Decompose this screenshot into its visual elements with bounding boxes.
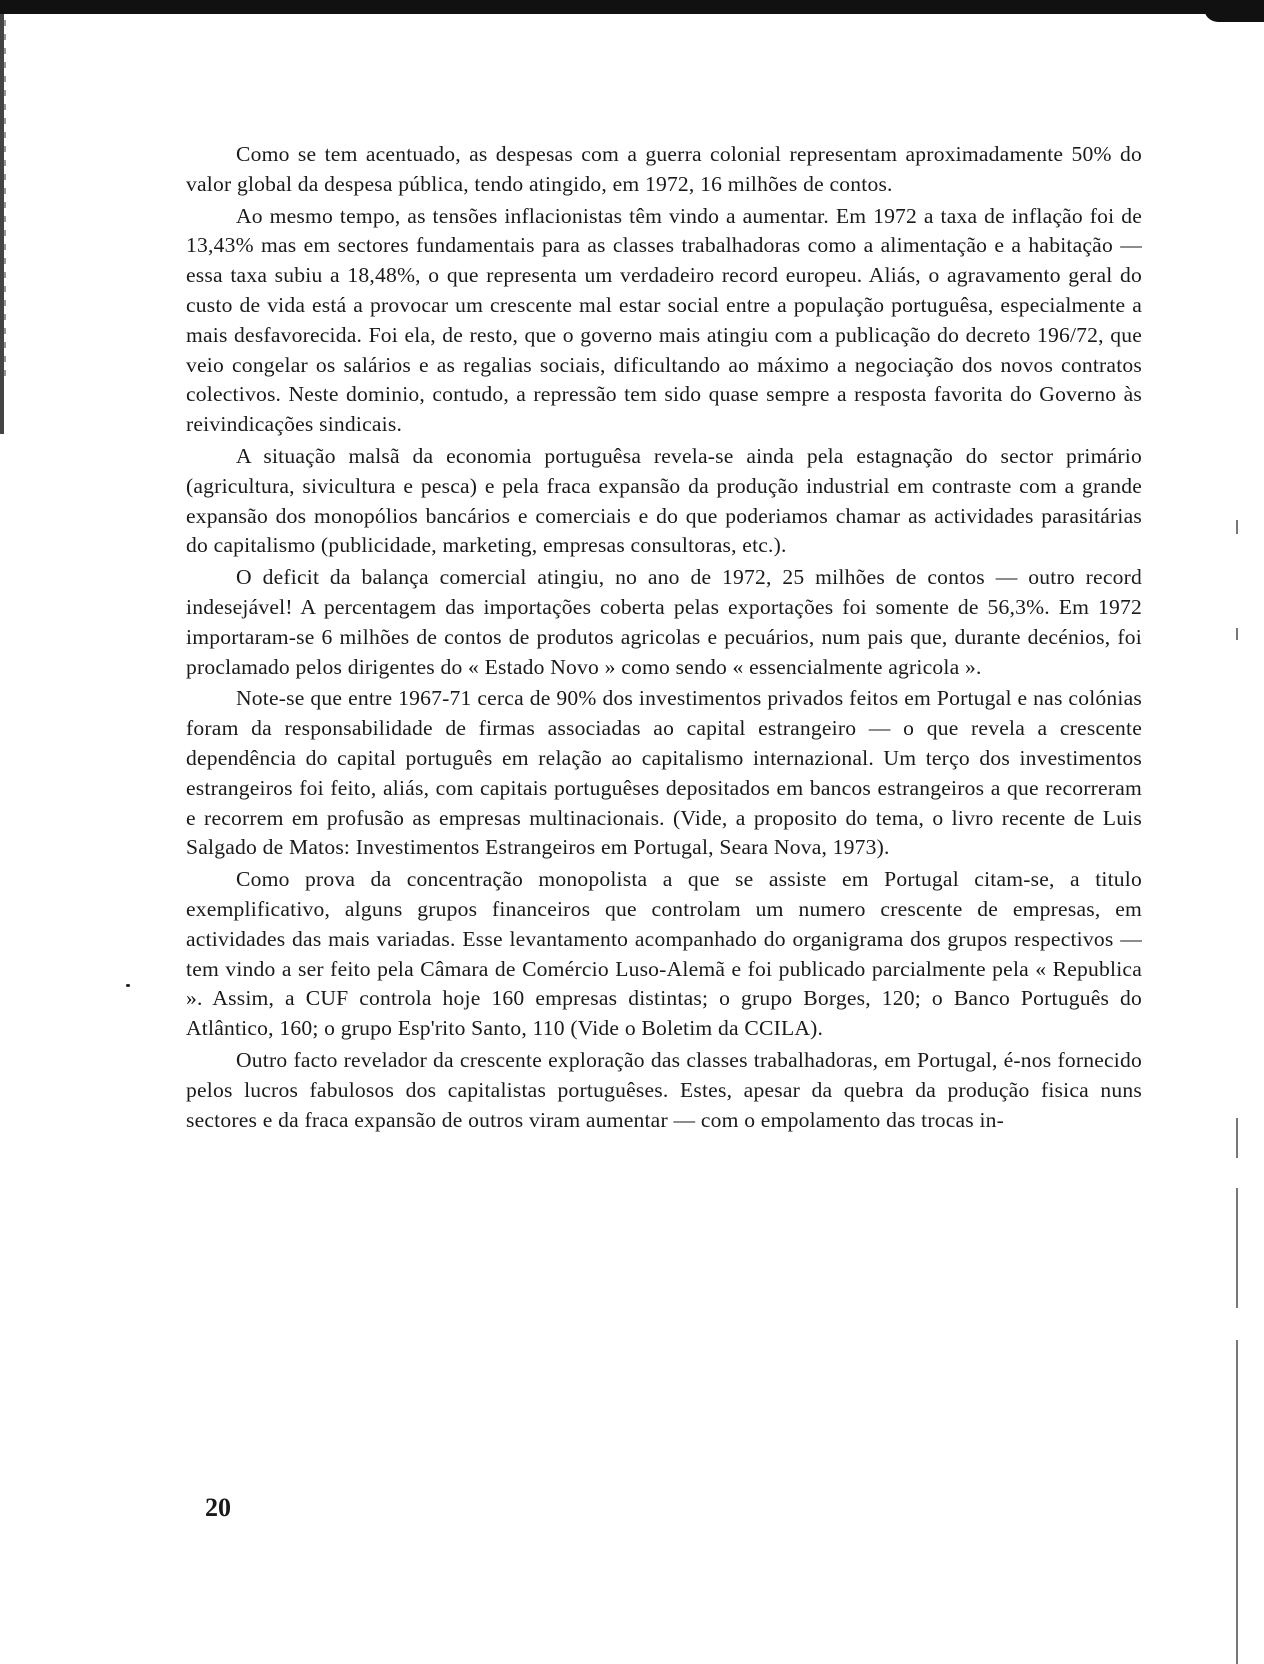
stray-ink-dot <box>126 984 130 987</box>
page-number: 20 <box>205 1493 231 1522</box>
paragraph-foreign-investment: Note-se que entre 1967-71 cerca de 90% dos investimentos privados feitos em Portugal e nas colónias foram da responsabilidade de firmas associadas ao capital estrangeiro — o que revela a crescente dependência do capital português em relação ao capitalismo internazional. Um terço dos investimentos estrangeiros foi feito, aliás, com capitais portuguêses depositados em bancos estrangeiros a que recorreram e recorrem em profusão as empresas multinacionais. (Vide, a proposito do tema, o livro recente de Luis Salgado de Matos: Investimentos Estrangeiros em Portugal, Seara Nova, 1973). <box>186 686 1142 860</box>
margin-mark <box>1236 1188 1238 1308</box>
margin-mark <box>1236 1340 1238 1664</box>
document-body <box>186 140 1142 1137</box>
paragraph-monopoly-groups: Como prova da concentração monopolista a que se assiste em Portugal citam-se, a titulo exemplificativo, alguns grupos financeiros que controlam um numero crescente de empresas, em actividades das mais variadas. Esse levantamento acompanhado do organigrama dos grupos respectivos — tem vindo a ser feito pela Câmara de Comércio Luso-Alemã e foi publicado parcialmente pela « Republica ». Assim, a CUF controla hoje 160 empresas distintas; o grupo Borges, 120; o Banco Português do Atlântico, 160; o grupo Esp'rito Santo, 110 (Vide o Boletim da CCILA). <box>186 867 1142 1041</box>
paragraph-trade-deficit: O deficit da balança comercial atingiu, no ano de 1972, 25 milhões de contos — outro record indesejável! A percentagem das importações coberta pelas exportações foi somente de 56,3%. Em 1972 importaram-se 6 milhões de contos de produtos agricolas e pecuários, num pais que, durante decénios, foi proclamado pelos dirigentes do « Estado Novo » como sendo « essencialmente agricola ». <box>186 565 1142 679</box>
paragraph-war-expenses: Como se tem acentuado, as despesas com a guerra colonial representam aproximadamente 50% do valor global da despesa pública, tendo atingido, em 1972, 16 milhões de contos. <box>186 142 1142 196</box>
margin-mark <box>1236 520 1238 534</box>
paragraph-inflation: Ao mesmo tempo, as tensões inflacionistas têm vindo a aumentar. Em 1972 a taxa de inflação foi de 13,43% mas em sectores fundamentais para as classes trabalhadoras como a alimentação e a habitação — essa taxa subiu a 18,48%, o que representa um verdadeiro record europeu. Aliás, o agravamento geral do custo de vida está a provocar um crescente mal estar social entre a população portuguêsa, especialmente a mais desfavorecida. Foi ela, de resto, que o governo mais atingiu com a publicação do decreto 196/72, que veio congelar os salários e as regalias sociais, dificultando ao máximo a negociação dos novos contratos colectivos. Neste dominio, contudo, a repressão tem sido quase sempre a resposta favorita do Governo às reivindicações sindicais. <box>186 203 1142 437</box>
page-corner-curl <box>1204 8 1264 22</box>
margin-mark <box>1236 628 1238 640</box>
page-top-border <box>0 0 1264 14</box>
page-left-edge-shadow <box>4 20 6 380</box>
paragraph-exploitation: Outro facto revelador da crescente exploração das classes trabalhadoras, em Portugal, é-nos fornecido pelos lucros fabulosos dos capitalistas portuguêses. Estes, apesar da quebra da produção fisica nuns sectores e da fraca expansão de outros viram aumentar — com o empolamento das trocas in- <box>186 1047 1142 1132</box>
paragraph-economy-stagnation: A situação malsã da economia portuguêsa revela-se ainda pela estagnação do sector primário (agricultura, sivicultura e pesca) e pela fraca expansão da produção industrial em contraste com a grande expansão dos monopólios bancários e comerciais e do que poderiamos chamar as actividades parasitárias do capitalismo (publicidade, marketing, empresas consultoras, etc.). <box>186 443 1142 558</box>
margin-mark <box>1236 1118 1238 1158</box>
